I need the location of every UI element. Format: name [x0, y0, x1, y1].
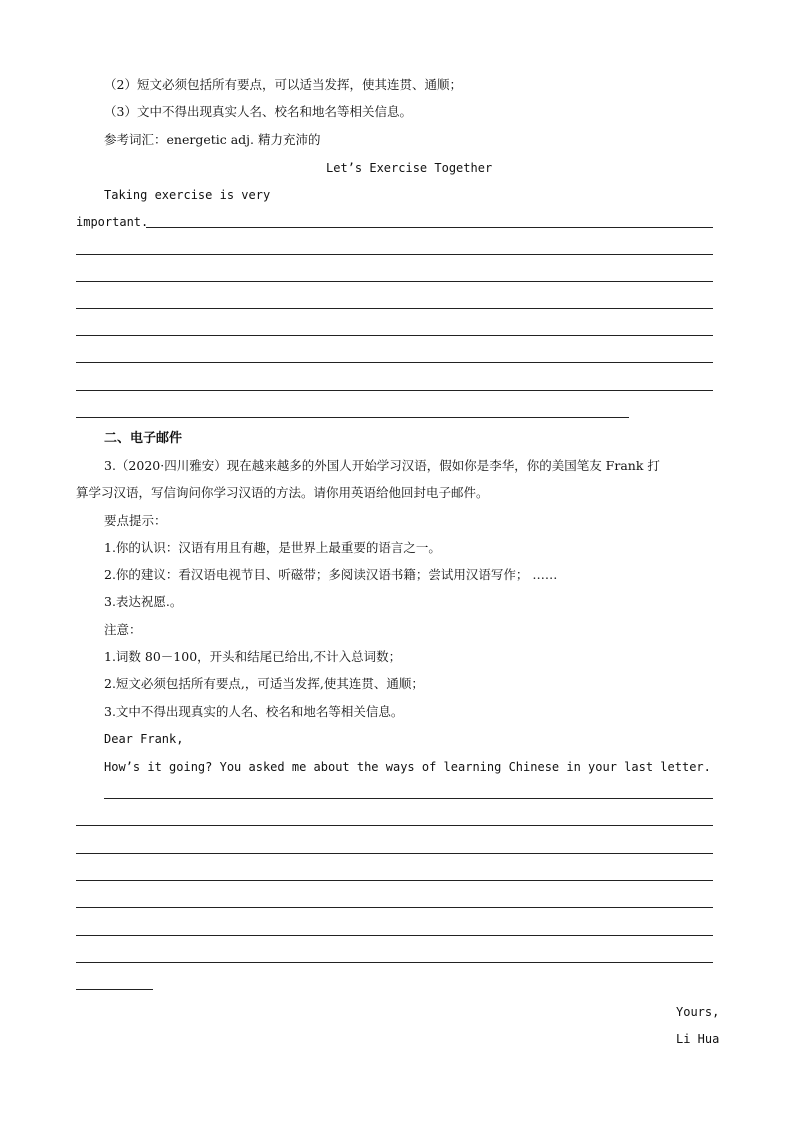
note-1: 1.词数 80－100，开头和结尾已给出,不计入总词数； — [104, 649, 402, 664]
writing-line[interactable] — [76, 853, 713, 854]
writing-line[interactable] — [76, 362, 713, 363]
note-2: 2.短文必须包括所有要点,，可适当发挥,使其连贯、通顺； — [104, 676, 424, 691]
salutation: Dear Frank, — [104, 732, 184, 746]
question-line-1: 3.（2020·四川雅安）现在越来越多的外国人开始学习汉语，假如你是李华，你的美国笔友 Frank 打 — [104, 458, 660, 473]
hint-3: 3.表达祝愿.。 — [104, 594, 183, 609]
writing-line[interactable] — [76, 281, 713, 282]
section-heading: 二、电子邮件 — [104, 431, 183, 446]
writing-line[interactable] — [76, 989, 153, 990]
essay-title: Let’s Exercise Together — [326, 161, 493, 175]
question-line-2: 算学习汉语，写信询问你学习汉语的方法。请你用英语给他回封电子邮件。 — [76, 485, 489, 500]
hint-2: 2.你的建议：看汉语电视节目、听磁带；多阅读汉语书籍；尝试用汉语写作； …… — [104, 567, 558, 582]
requirement-2: （2）短文必须包括所有要点，可以适当发挥，使其连贯、通顺； — [104, 77, 462, 92]
writing-line[interactable] — [76, 880, 713, 881]
essay-opening-line-1: Taking exercise is very — [104, 188, 271, 202]
closing: Yours, — [676, 1005, 720, 1019]
email-opening: How’s it going? You asked me about the ways of learning Chinese in your last letter. — [104, 760, 711, 774]
hints-label: 要点提示： — [104, 513, 167, 528]
note-3: 3.文中不得出现真实的人名、校名和地名等相关信息。 — [104, 704, 404, 719]
writing-line[interactable] — [104, 798, 713, 799]
requirement-3: （3）文中不得出现真实人名、校名和地名等相关信息。 — [104, 104, 412, 119]
writing-line[interactable] — [76, 825, 713, 826]
writing-line[interactable] — [76, 390, 713, 391]
notes-label: 注意： — [104, 622, 142, 637]
writing-line[interactable] — [76, 417, 629, 418]
writing-line[interactable] — [76, 962, 713, 963]
writing-line[interactable] — [76, 907, 713, 908]
essay-opening-line-2: important. — [76, 215, 149, 229]
hint-1: 1.你的认识：汉语有用且有趣，是世界上最重要的语言之一。 — [104, 540, 441, 555]
writing-line[interactable] — [76, 254, 713, 255]
writing-line[interactable] — [76, 935, 713, 936]
vocabulary-hint: 参考词汇：energetic adj. 精力充沛的 — [104, 132, 321, 147]
writing-line[interactable] — [146, 227, 713, 228]
writing-line[interactable] — [76, 308, 713, 309]
writing-line[interactable] — [76, 335, 713, 336]
signature: Li Hua — [676, 1032, 720, 1046]
